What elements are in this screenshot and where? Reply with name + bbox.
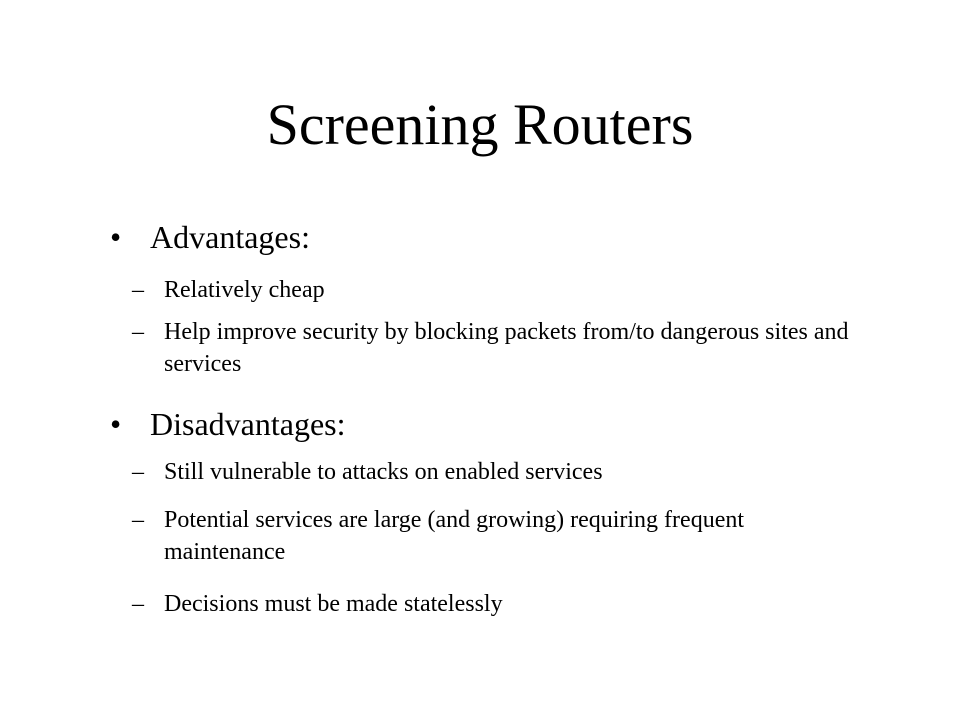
slide-title: Screening Routers	[266, 92, 694, 157]
disadvantage-text-2: Potential services are large (and growing) requiring frequent maintenance	[164, 507, 745, 565]
disadvantage-text-1: Still vulnerable to attacks on enabled services	[164, 459, 603, 485]
disadvantage-item-2	[132, 504, 854, 568]
bullet-advantages	[110, 219, 310, 256]
dash-icon: –	[132, 459, 144, 485]
disadvantages-heading: Disadvantages:	[150, 406, 346, 442]
dash-icon: –	[132, 319, 144, 345]
advantage-text-2: Help improve security by blocking packets from/to dangerous sites and services	[164, 319, 849, 377]
advantage-item-2	[132, 316, 854, 380]
disadvantage-item-3	[132, 588, 854, 620]
advantage-item-1	[132, 274, 854, 306]
advantage-text-1: Relatively cheap	[164, 277, 325, 303]
advantages-heading: Advantages:	[150, 219, 310, 255]
bullet-icon: •	[110, 406, 122, 442]
dash-icon: –	[132, 507, 144, 533]
dash-icon: –	[132, 591, 144, 617]
bullet-icon: •	[110, 219, 122, 255]
disadvantage-text-3: Decisions must be made statelessly	[164, 591, 503, 617]
bullet-disadvantages	[110, 406, 346, 443]
disadvantage-item-1	[132, 456, 854, 488]
dash-icon: –	[132, 277, 144, 303]
